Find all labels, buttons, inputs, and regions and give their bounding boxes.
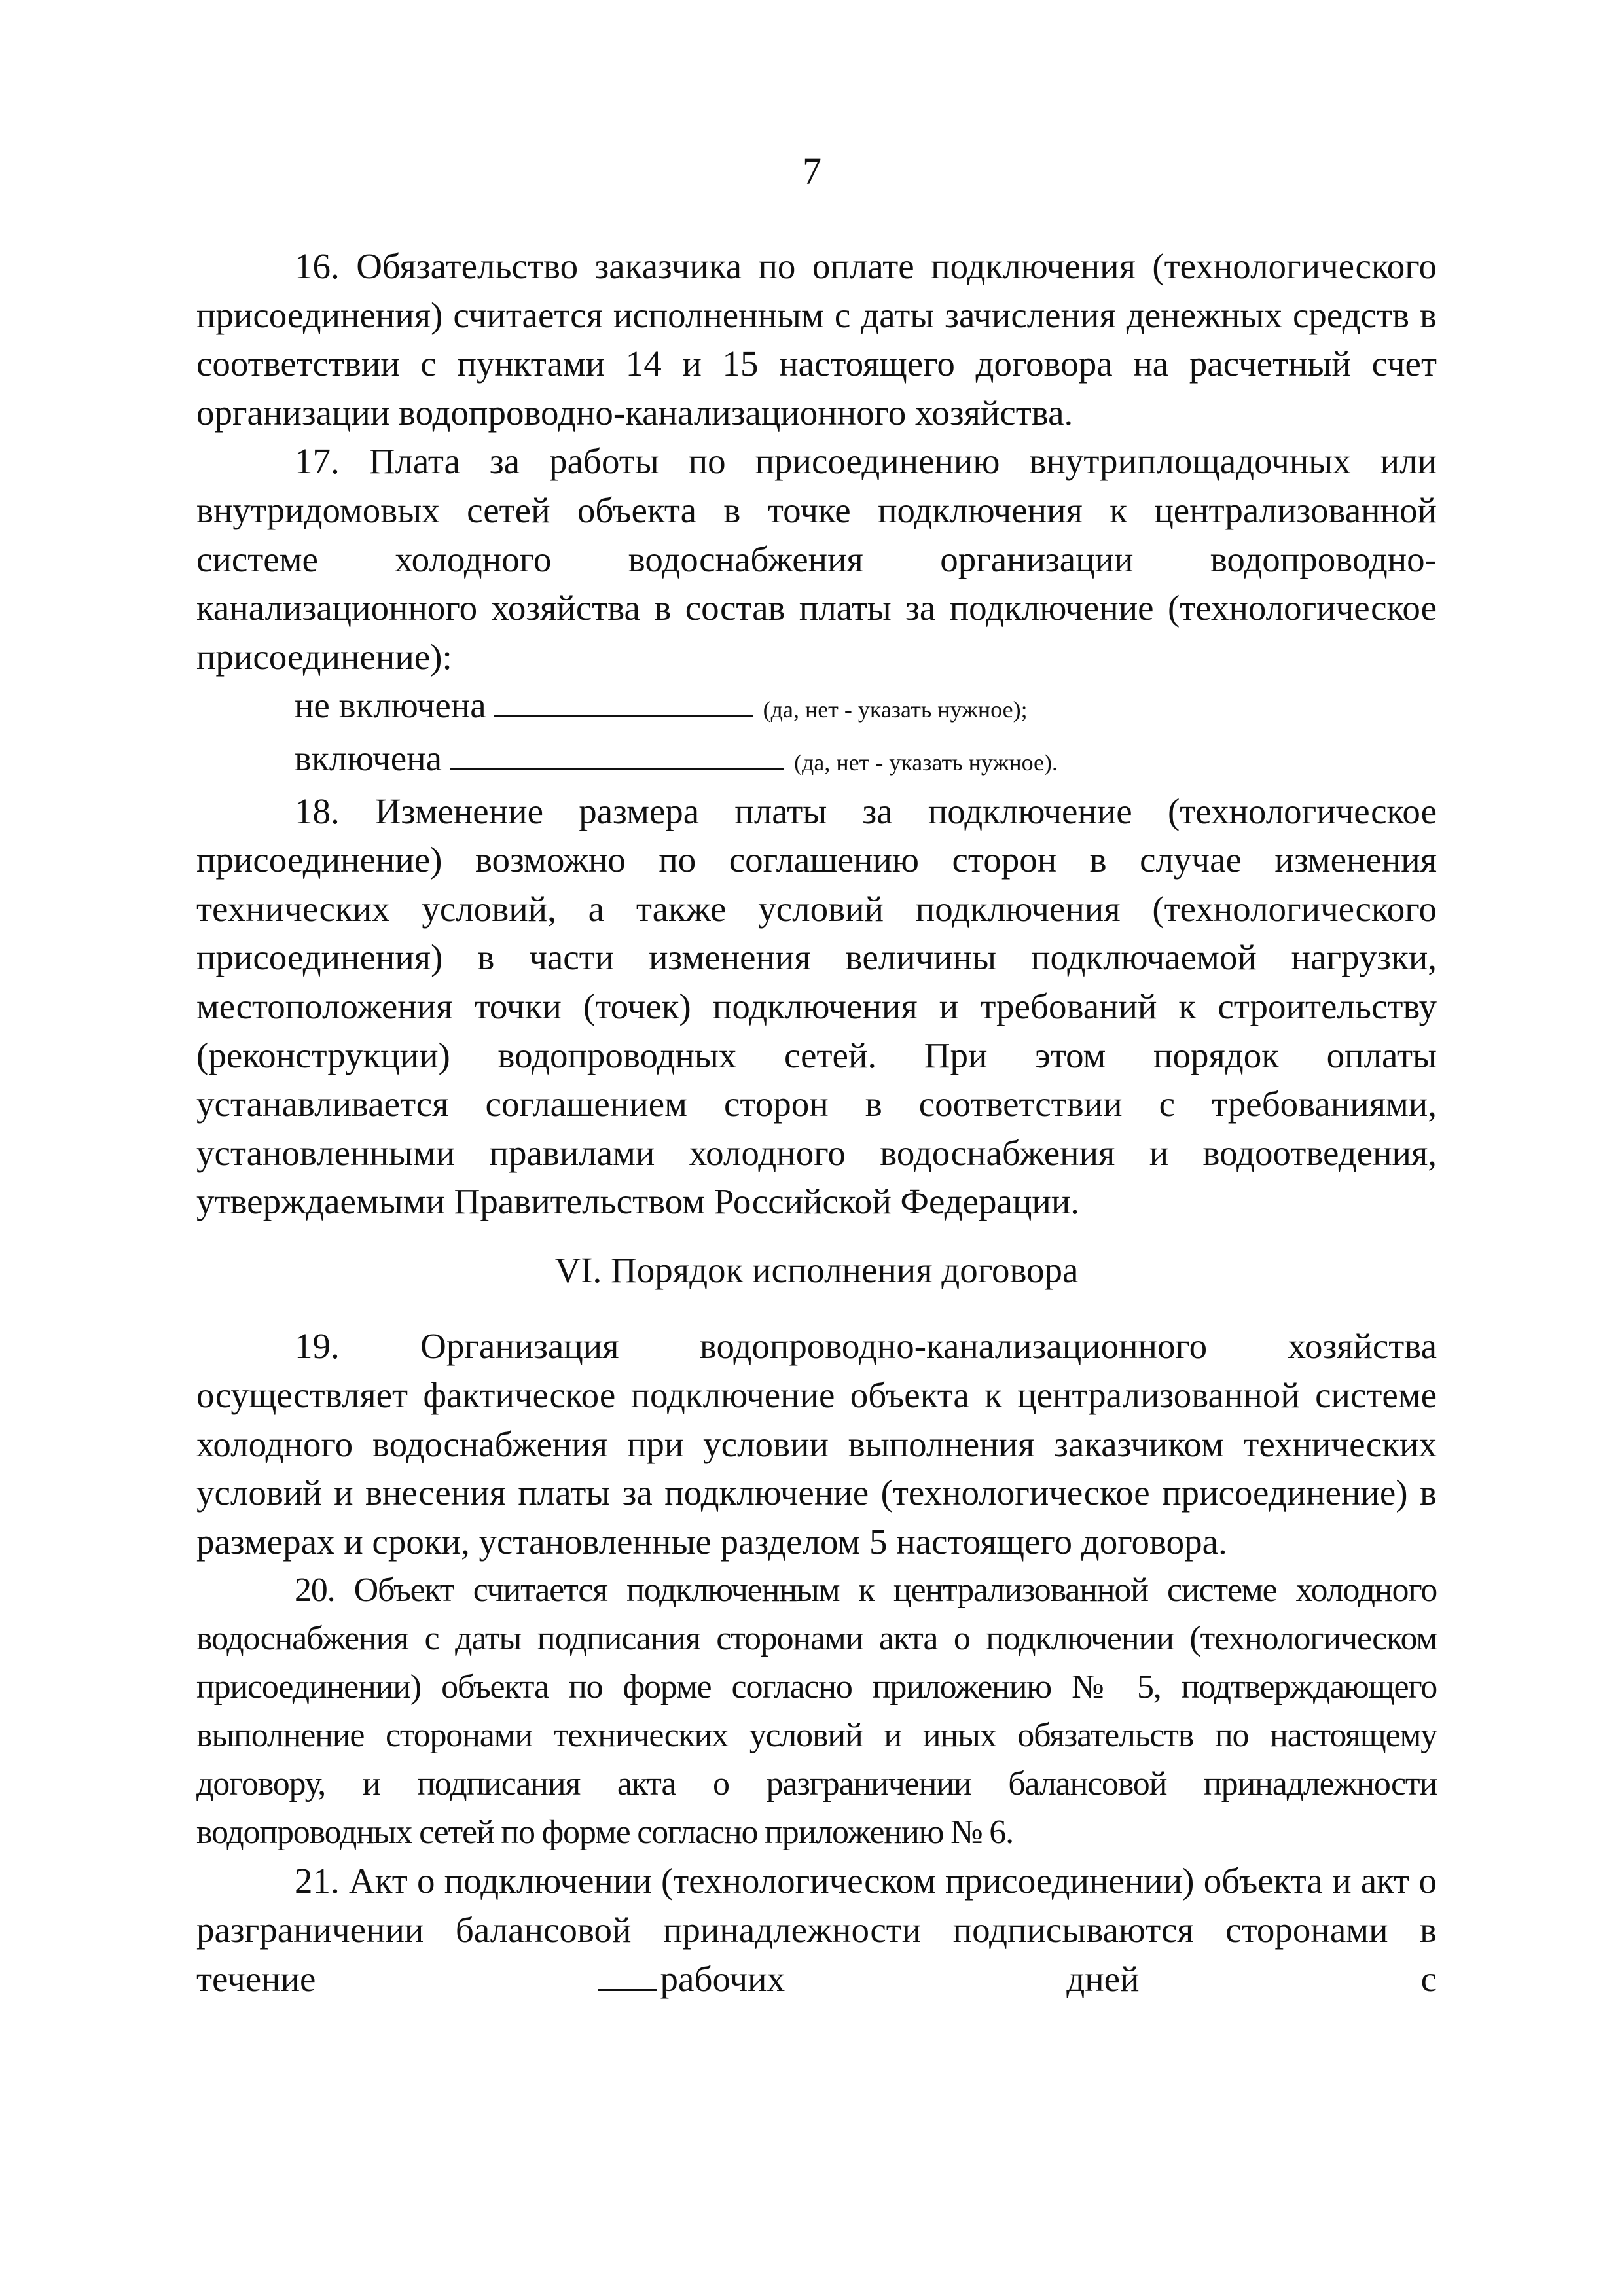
blank-line [598, 1960, 657, 1991]
option-not-included-label: не включена [295, 685, 486, 726]
page-number: 7 [803, 150, 821, 192]
paragraph-21-tail: рабочих дней с [660, 1958, 1437, 1999]
document-body [196, 242, 1437, 2003]
paragraph-20: 20. Объект считается подключенным к централизованной системе холодного водоснабжения с даты подписания сторонами акта о подключении (технологическом присоединении) объекта по форме согласно приложению № 5, подтверждающего выполнение сторонами технических условий и иных обязательств по настоящему договору, и подписания акта о разграничении балансовой принадлежности водопроводных сетей по форме согласно приложению № 6. [196, 1571, 1437, 1852]
paragraph-18: 18. Изменение размера платы за подключение (технологическое присоединение) возможно по соглашению сторон в случае изменения технических условий, а также условий подключения (технологического присоединения) в части изменения величины подключаемой нагрузки, местоположения точки (точек) подключения и требований к строительству (реконструкции) водопроводных сетей. При этом порядок оплаты устанавливается соглашением сторон в соответствии с требованиями, установленными правилами холодного водоснабжения и водоотведения, утверждаемыми Правительством Российской Федерации. [196, 791, 1437, 1222]
paragraph-17: 17. Плата за работы по присоединению внутриплощадочных или внутридомовых сетей объекта в точке подключения к централизованной системе холодного водоснабжения организации водопроводно-канализационного хозяйства в состав платы за подключение (технологическое присоединение): [196, 441, 1437, 677]
blank-line [450, 740, 784, 770]
option-note: (да, нет - указать нужное). [794, 749, 1058, 776]
blank-line [494, 687, 753, 717]
option-included-label: включена [295, 738, 442, 778]
option-included [196, 734, 1437, 787]
paragraph-19: 19. Организация водопроводно-канализационного хозяйства осуществляет фактическое подключение объекта к централизованной системе холодного водоснабжения при условии выполнения заказчиком технических условий и внесения платы за подключение (технологическое присоединение) в размерах и сроки, установленные разделом 5 настоящего договора. [196, 1326, 1437, 1562]
paragraph-21 [196, 1857, 1437, 2003]
paragraph-21-text: 21. Акт о подключении (технологическом присоединении) объекта и акт о разграничении балансовой принадлежности подписываются сторонами в течение [196, 1861, 1437, 1999]
section-heading: VI. Порядок исполнения договора [554, 1249, 1079, 1290]
paragraph-16: 16. Обязательство заказчика по оплате подключения (технологического присоединения) считается исполненным с даты зачисления денежных средств в соответствии с пунктами 14 и 15 настоящего договора на расчетный счет организации водопроводно-канализационного хозяйства. [196, 246, 1437, 433]
option-note: (да, нет - указать нужное); [763, 696, 1028, 723]
option-not-included [196, 681, 1437, 734]
